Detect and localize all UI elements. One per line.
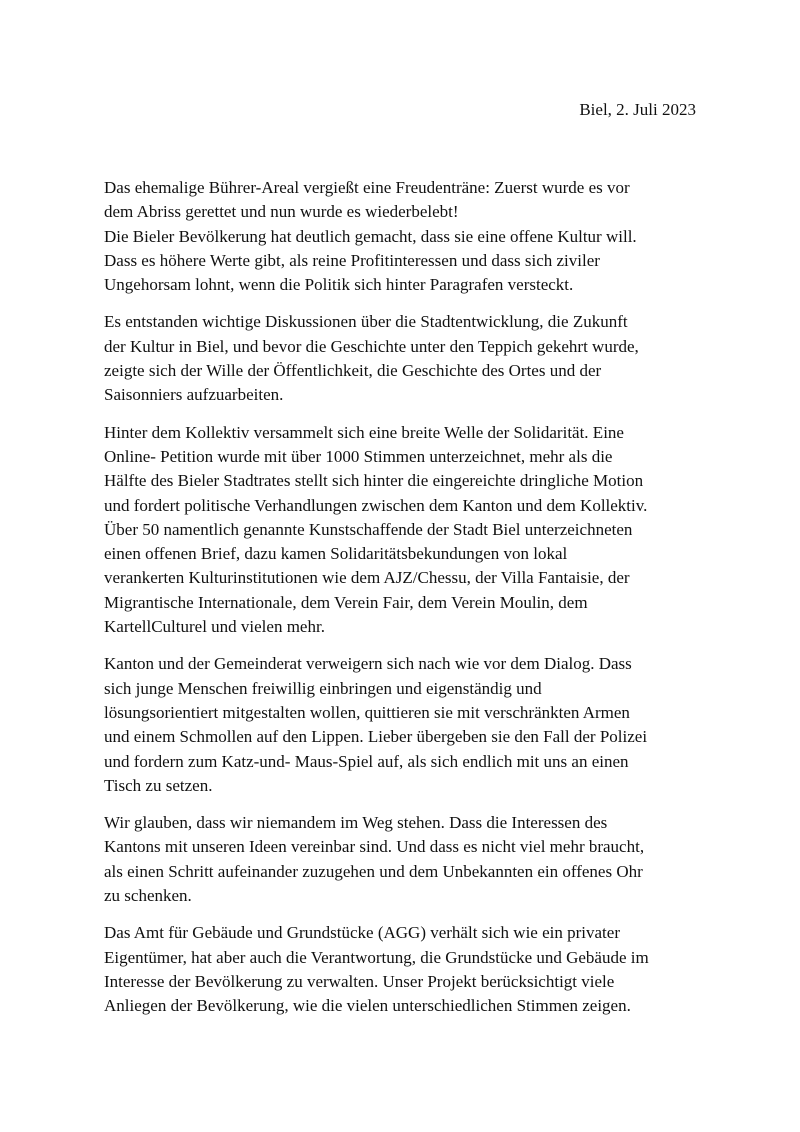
text-line: sich junge Menschen freiwillig einbringen und eigenständig und bbox=[104, 678, 542, 698]
text-line: Eigentümer, hat aber auch die Verantwortung, die Grundstücke und Gebäude im bbox=[104, 947, 649, 967]
paragraph-5 bbox=[104, 811, 704, 908]
text-line: Hälfte des Bieler Stadtrates stellt sich hinter die eingereichte dringliche Motion bbox=[104, 471, 644, 491]
text-line: und fordern zum Katz-und- Maus-Spiel auf, als sich endlich mit uns an einen bbox=[104, 751, 629, 771]
paragraph-1 bbox=[104, 176, 704, 297]
text-line: Kantons mit unseren Ideen vereinbar sind. Und dass es nicht viel mehr braucht, bbox=[104, 837, 645, 857]
text-line: und einem Schmollen auf den Lippen. Lieber übergeben sie den Fall der Polizei bbox=[104, 727, 648, 747]
paragraph-3 bbox=[104, 421, 704, 640]
text-line: zu schenken. bbox=[104, 886, 192, 906]
text-line: der Kultur in Biel, und bevor die Geschichte unter den Teppich gekehrt wurde, bbox=[104, 336, 639, 356]
document-body bbox=[104, 176, 704, 1032]
text-line: Tisch zu setzen. bbox=[104, 775, 213, 795]
text-line: Hinter dem Kollektiv versammelt sich eine breite Welle der Solidarität. Eine bbox=[104, 422, 624, 442]
text-line: als einen Schritt aufeinander zuzugehen und dem Unbekannten ein offenes Ohr bbox=[104, 861, 643, 881]
text-line: Dass es höhere Werte gibt, als reine Profitinteressen und dass sich ziviler bbox=[104, 250, 600, 270]
text-line: und fordert politische Verhandlungen zwischen dem Kanton und dem Kollektiv. bbox=[104, 495, 648, 515]
text-line: KartellCulturel und vielen mehr. bbox=[104, 617, 325, 637]
text-line: Interesse der Bevölkerung zu verwalten. Unser Projekt berücksichtigt viele bbox=[104, 971, 615, 991]
text-line: Das Amt für Gebäude und Grundstücke (AGG) verhält sich wie ein privater bbox=[104, 923, 620, 943]
text-line: Migrantische Internationale, dem Verein Fair, dem Verein Moulin, dem bbox=[104, 592, 588, 612]
text-line: Online- Petition wurde mit über 1000 Stimmen unterzeichnet, mehr als die bbox=[104, 446, 613, 466]
text-line: dem Abriss gerettet und nun wurde es wiederbelebt! bbox=[104, 202, 459, 222]
text-line: lösungsorientiert mitgestalten wollen, quittieren sie mit verschränkten Armen bbox=[104, 702, 630, 722]
paragraph-4 bbox=[104, 652, 704, 798]
text-line: Wir glauben, dass wir niemandem im Weg stehen. Dass die Interessen des bbox=[104, 813, 608, 833]
text-line: Saisonniers aufzuarbeiten. bbox=[104, 385, 284, 405]
text-line: verankerten Kulturinstitutionen wie dem AJZ/Chessu, der Villa Fantaisie, der bbox=[104, 568, 630, 588]
text-line: Das ehemalige Bührer-Areal vergießt eine Freudenträne: Zuerst wurde es vor bbox=[104, 178, 630, 197]
text-line: Die Bieler Bevölkerung hat deutlich gemacht, dass sie eine offene Kultur will. bbox=[104, 226, 637, 246]
document-date: Biel, 2. Juli 2023 bbox=[579, 100, 696, 119]
text-line: zeigte sich der Wille der Öffentlichkeit, die Geschichte des Ortes und der bbox=[104, 361, 602, 381]
paragraph-2 bbox=[104, 310, 704, 407]
text-line: Ungehorsam lohnt, wenn die Politik sich hinter Paragrafen versteckt. bbox=[104, 275, 574, 295]
paragraph-6 bbox=[104, 921, 704, 1018]
text-line: Über 50 namentlich genannte Kunstschaffende der Stadt Biel unterzeichneten bbox=[104, 519, 633, 539]
text-line: Anliegen der Bevölkerung, wie die vielen unterschiedlichen Stimmen zeigen. bbox=[104, 996, 631, 1016]
text-line: Kanton und der Gemeinderat verweigern sich nach wie vor dem Dialog. Dass bbox=[104, 654, 632, 674]
text-line: Es entstanden wichtige Diskussionen über die Stadtentwicklung, die Zukunft bbox=[104, 312, 628, 332]
text-line: einen offenen Brief, dazu kamen Solidaritätsbekundungen von lokal bbox=[104, 544, 568, 564]
